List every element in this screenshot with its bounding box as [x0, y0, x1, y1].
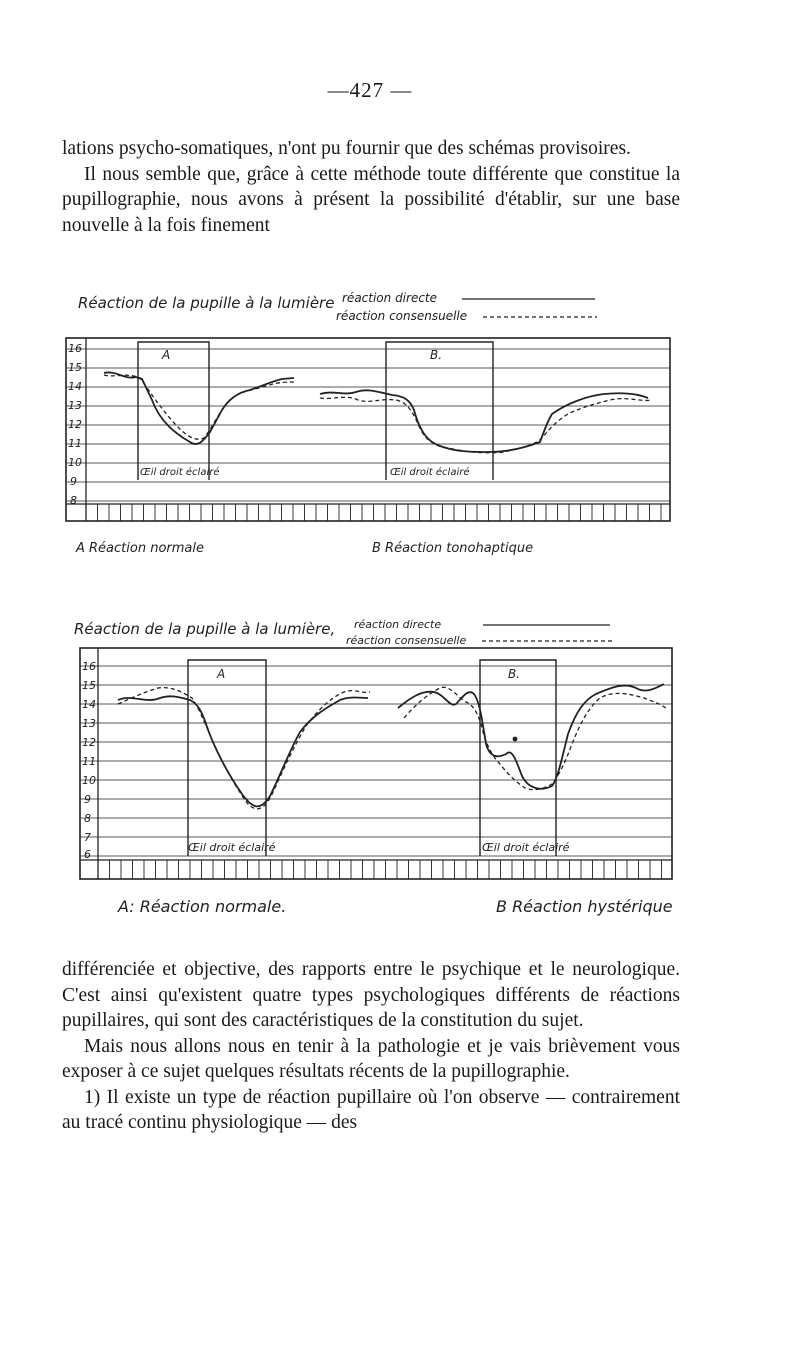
trace-direct-a: [118, 696, 368, 806]
figure-title: Réaction de la pupille à la lumière,: [74, 620, 336, 638]
y-tick-label: 15: [68, 361, 82, 374]
stimulus-box-a: [138, 342, 220, 480]
legend-consensual-label: réaction consensuelle: [346, 634, 467, 647]
stimulus-box-b: [480, 660, 570, 856]
legend-direct-label: réaction directe: [354, 618, 442, 631]
marker-dot: [513, 737, 518, 742]
figure-title: Réaction de la pupille à la lumière: [78, 294, 335, 312]
stimulus-box-a: [188, 660, 276, 856]
eye-label-b: Œil droit éclairé: [482, 841, 570, 854]
paragraph: lations psycho-somatiques, n'ont pu fournir que des schémas provisoires.: [62, 138, 631, 159]
time-tick-marks: [80, 860, 672, 879]
legend-consensual-label: réaction consensuelle: [336, 309, 468, 323]
grid-lines: [80, 666, 672, 856]
y-tick-label: 15: [82, 679, 96, 692]
pupillogram-figure-1: [0, 282, 800, 572]
y-tick-label: 9: [84, 793, 91, 806]
box-a-label: A: [162, 348, 171, 362]
y-tick-label: 13: [82, 717, 96, 730]
paragraph: Mais nous allons nous en tenir à la pathologie et je vais brièvement vous exposer à ce sujet quelques résultats récents de la pupillographie.: [62, 1035, 680, 1082]
y-tick-label: 9: [70, 475, 77, 488]
y-tick-label: 11: [68, 437, 82, 450]
time-tick-marks: [66, 504, 670, 521]
y-tick-label: 8: [70, 494, 77, 507]
y-tick-label: 13: [68, 399, 82, 412]
paragraph: différenciée et objective, des rapports entre le psychique et le neurologique. C'est ainsi qu'existent quatre types psychologiques différents de réactions pupillaires, qui sont des caractéristiques de la constitution du sujet.: [62, 959, 680, 1031]
y-tick-label: 16: [68, 342, 82, 355]
eye-label-a: Œil droit éclairé: [188, 841, 276, 854]
y-tick-labels: [82, 660, 96, 861]
y-tick-label: 10: [68, 456, 82, 469]
box-b-label: B.: [430, 348, 443, 362]
box-a-label: A: [217, 667, 226, 681]
trace-consensual-a: [118, 688, 370, 809]
text-block-bottom: [62, 957, 680, 1136]
caption-a: A Réaction normale: [76, 541, 204, 556]
trace-direct-a: [104, 372, 294, 444]
y-tick-label: 14: [68, 380, 82, 393]
chart-frame: [66, 338, 670, 521]
paragraph: 1) Il existe un type de réaction pupillaire où l'on observe — contrairement au tracé continu physiologique — des: [62, 1086, 680, 1133]
y-tick-label: 12: [82, 736, 96, 749]
legend-direct-label: réaction directe: [342, 291, 438, 305]
page-number: —427 —: [327, 78, 413, 102]
y-tick-label: 10: [82, 774, 96, 787]
caption-b: B Réaction hystérique: [496, 897, 673, 916]
y-tick-label: 14: [82, 698, 96, 711]
grid-lines: [66, 349, 670, 501]
pupillogram-figure-2: [0, 608, 800, 938]
chart-frame: [80, 648, 672, 879]
caption-b: B Réaction tonohaptique: [372, 541, 534, 556]
y-tick-label: 8: [84, 812, 91, 825]
y-tick-label: 11: [82, 755, 96, 768]
trace-consensual-b: [404, 687, 668, 789]
y-tick-label: 6: [84, 848, 91, 861]
box-b-label: B.: [508, 667, 521, 681]
trace-direct-b: [320, 390, 648, 452]
paragraph: Il nous semble que, grâce à cette méthode toute différente que constitue la pupillographie, nous avons à présent la possibilité d'établir, sur une base nouvelle à la fois finement: [62, 163, 680, 236]
text-block-top: [62, 136, 680, 238]
y-tick-label: 7: [84, 831, 91, 844]
caption-a: A: Réaction normale.: [118, 897, 287, 916]
y-tick-label: 16: [82, 660, 96, 673]
y-tick-label: 12: [68, 418, 82, 431]
trace-direct-b: [398, 684, 664, 789]
eye-label-b: Œil droit éclairé: [390, 467, 470, 478]
eye-label-a: Œil droit éclairé: [140, 467, 220, 478]
stimulus-box-b: [386, 342, 493, 480]
